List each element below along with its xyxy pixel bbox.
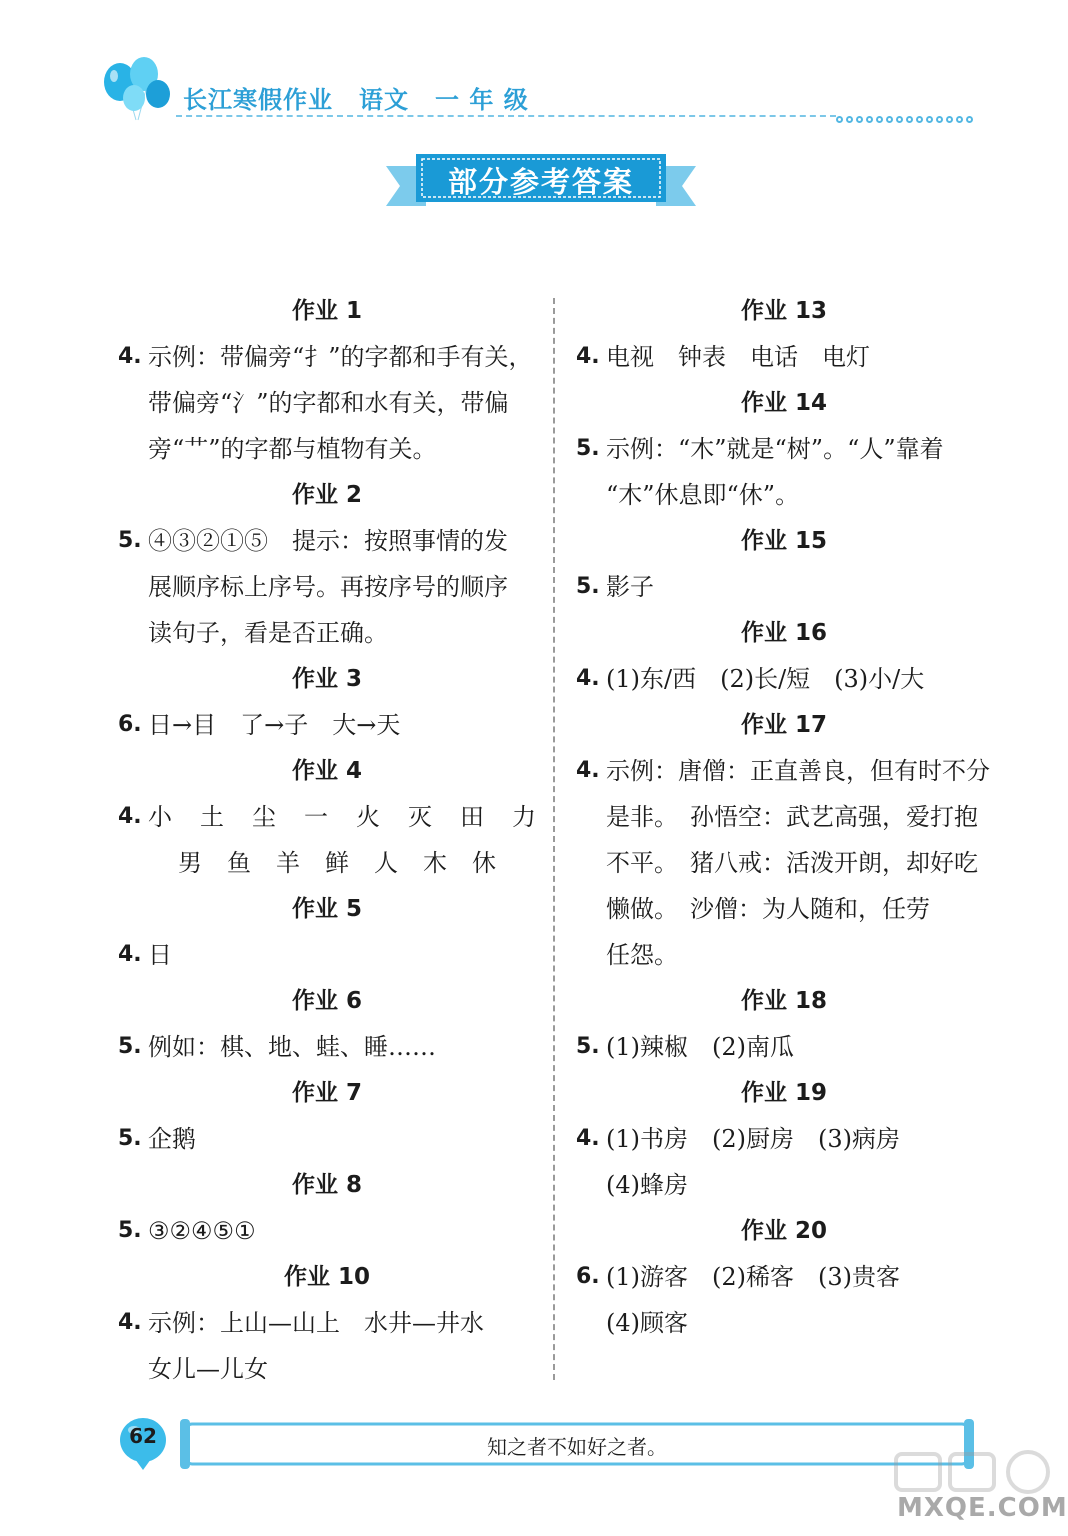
answer-item xyxy=(576,1024,992,1070)
answer-line: 示例：“木”就是“树”。“人”靠着 xyxy=(606,435,944,463)
answer-line: 企鹅 xyxy=(148,1125,196,1153)
answer-item xyxy=(576,334,992,380)
question-number: 5. xyxy=(576,436,600,461)
homework-title: 作业 7 xyxy=(291,1080,362,1106)
question-number: 5. xyxy=(118,1218,142,1243)
answer-line: 男 鱼 羊 鲜 人 木 休 xyxy=(178,849,496,877)
header-title xyxy=(183,80,555,115)
answer-line: 影子 xyxy=(606,573,654,601)
answer-line: 示例：唐僧：正直善良，但有时不分 xyxy=(606,757,990,785)
question-number: 5. xyxy=(576,1034,600,1059)
answer-item xyxy=(576,1116,992,1208)
homework-title: 作业 18 xyxy=(740,988,827,1014)
question-number: 5. xyxy=(576,574,600,599)
series-name: 长江寒假作业 xyxy=(183,86,333,114)
answers-right-column xyxy=(576,288,992,1346)
answer-line: 小 土 尘 一 火 灭 田 力 xyxy=(148,803,536,831)
question-number: 4. xyxy=(118,942,142,967)
grade-name: 一 年 级 xyxy=(435,86,529,114)
homework-title: 作业 14 xyxy=(740,390,827,416)
question-number: 4. xyxy=(118,1310,142,1335)
balloons-icon xyxy=(98,52,176,122)
answer-line: 日→目 了→子 大→天 xyxy=(148,711,401,739)
answer-line: ④③②①⑤ 提示：按照事情的发 xyxy=(148,527,508,555)
answer-item xyxy=(118,1300,536,1392)
homework-title: 作业 20 xyxy=(740,1218,827,1244)
answer-line: 例如：棋、地、蛙、睡…… xyxy=(148,1033,436,1061)
question-number: 4. xyxy=(576,758,600,783)
answer-line: 懒做。 沙僧：为人随和，任劳 xyxy=(606,895,930,923)
homework-title: 作业 16 xyxy=(740,620,827,646)
answer-item xyxy=(576,748,992,978)
subject-name: 语文 xyxy=(359,86,409,114)
answer-item xyxy=(576,426,992,518)
homework-title: 作业 5 xyxy=(291,896,362,922)
answer-item xyxy=(118,334,536,472)
answer-line: (1)辣椒 (2)南瓜 xyxy=(606,1033,794,1061)
answer-line: 是非。 孙悟空：武艺高强，爱打抱 xyxy=(606,803,978,831)
banner-title: 部分参考答案 xyxy=(447,165,634,199)
homework-title: 作业 10 xyxy=(283,1264,370,1290)
homework-title: 作业 17 xyxy=(740,712,827,738)
question-number: 6. xyxy=(576,1264,600,1289)
page-number: 62 xyxy=(129,1424,157,1448)
answer-line: ③②④⑤① xyxy=(148,1217,256,1245)
answers-left-column xyxy=(118,288,536,1392)
answer-item xyxy=(118,518,536,656)
homework-title: 作业 15 xyxy=(740,528,827,554)
answer-line: 示例：上山—山上 水井—井水 xyxy=(148,1309,484,1337)
question-number: 5. xyxy=(118,528,142,553)
question-number: 5. xyxy=(118,1126,142,1151)
answer-line: (4)顾客 xyxy=(606,1309,688,1337)
answer-item xyxy=(118,794,536,886)
answer-item xyxy=(576,564,992,610)
question-number: 4. xyxy=(576,344,600,369)
answer-item xyxy=(576,656,992,702)
question-number: 6. xyxy=(118,712,142,737)
answer-item xyxy=(118,1116,536,1162)
answer-line: 读句子，看是否正确。 xyxy=(148,619,388,647)
header-dots xyxy=(836,108,976,127)
question-number: 4. xyxy=(118,344,142,369)
homework-title: 作业 13 xyxy=(740,298,827,324)
question-number: 5. xyxy=(118,1034,142,1059)
answer-item xyxy=(118,702,536,748)
homework-title: 作业 4 xyxy=(291,758,362,784)
answer-line: 任怨。 xyxy=(606,941,678,969)
header-divider xyxy=(176,115,836,117)
answer-line: (1)东/西 (2)长/短 (3)小/大 xyxy=(606,665,925,693)
homework-title: 作业 1 xyxy=(291,298,362,324)
answer-line: (4)蜂房 xyxy=(606,1171,688,1199)
answer-line: (1)游客 (2)稀客 (3)贵客 xyxy=(606,1263,900,1291)
question-number: 4. xyxy=(118,804,142,829)
answer-line: (1)书房 (2)厨房 (3)病房 xyxy=(606,1125,900,1153)
homework-title: 作业 3 xyxy=(291,666,362,692)
question-number: 4. xyxy=(576,1126,600,1151)
answer-item xyxy=(118,1208,536,1254)
answer-item xyxy=(576,1254,992,1346)
answer-line: 旁“艹”的字都与植物有关。 xyxy=(148,435,437,463)
answer-line: 电视 钟表 电话 电灯 xyxy=(606,343,870,371)
question-number: 4. xyxy=(576,666,600,691)
homework-title: 作业 2 xyxy=(291,482,362,508)
answer-line: 女儿—儿女 xyxy=(148,1355,268,1383)
answer-item xyxy=(118,932,536,978)
answer-line: “木”休息即“休”。 xyxy=(606,481,800,509)
footer-motto: 知之者不如好之者。 xyxy=(487,1435,667,1459)
answer-line: 示例：带偏旁“扌”的字都和手有关， xyxy=(148,343,533,371)
watermark-text: MXQE.COM xyxy=(897,1493,1068,1523)
column-divider xyxy=(553,298,555,1380)
homework-title: 作业 19 xyxy=(740,1080,827,1106)
homework-title: 作业 8 xyxy=(291,1172,362,1198)
answer-line: 展顺序标上序号。再按序号的顺序 xyxy=(148,573,508,601)
answer-line: 带偏旁“氵”的字都和水有关，带偏 xyxy=(148,389,509,417)
homework-title: 作业 6 xyxy=(291,988,362,1014)
answer-line: 不平。 猪八戒：活泼开朗，却好吃 xyxy=(606,849,978,877)
answer-item xyxy=(118,1024,536,1070)
answer-line: 日 xyxy=(148,941,172,969)
